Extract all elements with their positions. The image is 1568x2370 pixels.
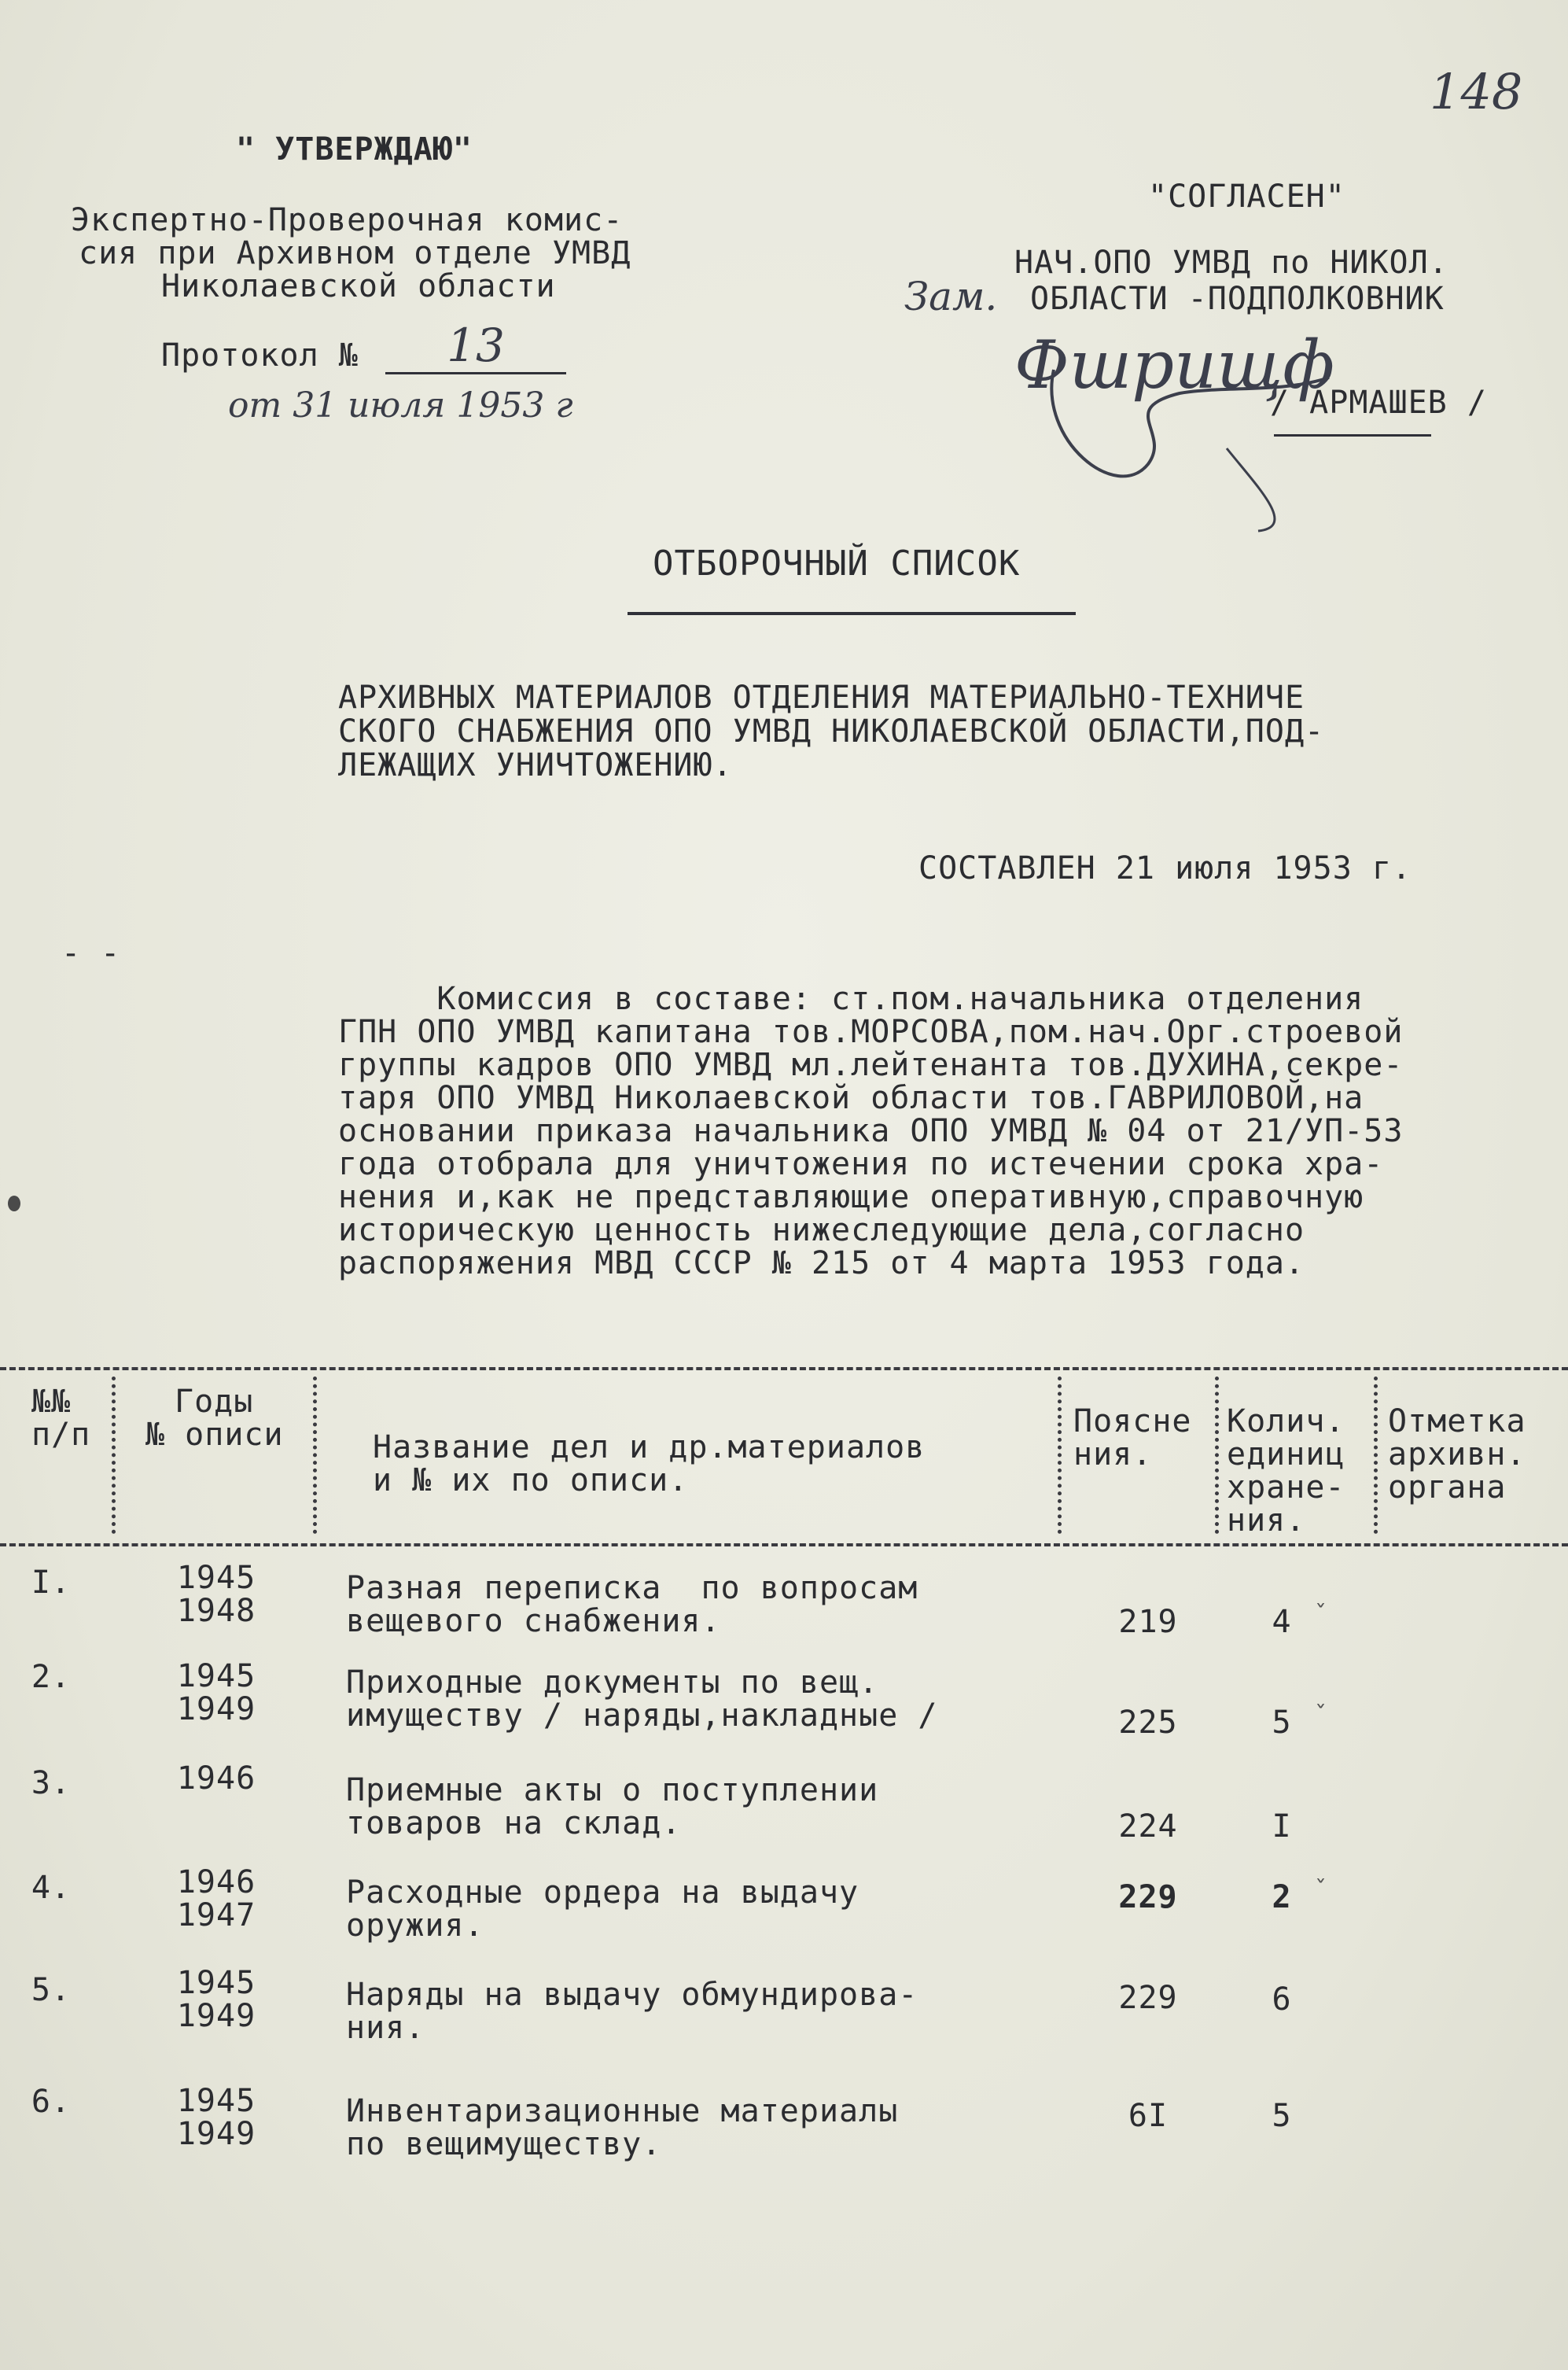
col-sep-4 bbox=[1215, 1377, 1219, 1534]
header-qty-3: хране- bbox=[1227, 1469, 1345, 1506]
row-note: 229 bbox=[1118, 1879, 1178, 1915]
subtitle-line-3: ЛЕЖАЩИХ УНИЧТОЖЕНИЮ. bbox=[338, 747, 733, 783]
body-line-7: нения и,как не представляющие оперативную,справочную bbox=[338, 1179, 1364, 1215]
table-top-rule bbox=[0, 1367, 1568, 1370]
row-check-mark: ˇ bbox=[1315, 1701, 1327, 1729]
row-check-mark: ˇ bbox=[1315, 1876, 1327, 1904]
protocol-label: Протокол № bbox=[161, 337, 359, 374]
header-qty-1: Колич. bbox=[1227, 1403, 1345, 1439]
row-years: 1945 1949 bbox=[176, 2083, 256, 2152]
row-qty: 4 bbox=[1272, 1604, 1292, 1640]
agree-line-2: ОБЛАСТИ -ПОДПОЛКОВНИК bbox=[1030, 281, 1445, 317]
punch-hole bbox=[8, 1196, 20, 1211]
approve-line-1: Экспертно-Проверочная комис- bbox=[71, 202, 624, 238]
row-title: Инвентаризационные материалы по вещимуществу. bbox=[346, 2093, 899, 2162]
row-years: 1945 1948 bbox=[176, 1560, 256, 1629]
col-sep-1 bbox=[112, 1377, 116, 1534]
row-number: 2. bbox=[31, 1659, 71, 1695]
row-title: Расходные ордера на выдачу оружия. bbox=[346, 1874, 859, 1944]
header-mark-2: архивн. bbox=[1388, 1436, 1526, 1472]
approve-heading: " УТВЕРЖДАЮ" bbox=[236, 131, 473, 168]
row-qty: 5 bbox=[1272, 1705, 1292, 1741]
col-sep-2 bbox=[313, 1377, 317, 1534]
row-qty: I bbox=[1272, 1808, 1292, 1845]
header-note-2: ния. bbox=[1073, 1436, 1153, 1472]
header-name-1: Название дел и др.материалов bbox=[373, 1429, 926, 1465]
row-number: 4. bbox=[31, 1870, 71, 1906]
body-line-2: ГПН ОПО УМВД капитана тов.МОРСОВА,пом.нач.Орг.строевой bbox=[338, 1014, 1404, 1050]
row-qty: 6 bbox=[1272, 1981, 1292, 2018]
row-title: Наряды на выдачу обмундирова- ния. bbox=[346, 1977, 918, 2046]
agree-line-1: НАЧ.ОПО УМВД по НИКОЛ. bbox=[1014, 245, 1448, 281]
row-years: 1945 1949 bbox=[176, 1658, 256, 1727]
approve-line-3: Николаевской области bbox=[161, 268, 556, 304]
row-note: 225 bbox=[1118, 1705, 1178, 1741]
compiled-date: СОСТАВЛЕН 21 июля 1953 г. bbox=[918, 850, 1412, 886]
body-line-5: основании приказа начальника ОПО УМВД № 04 от 21/УП-53 bbox=[338, 1113, 1404, 1149]
row-number: 5. bbox=[31, 1972, 71, 2008]
header-years-1: Годы bbox=[175, 1384, 254, 1420]
row-title: Приемные акты о поступлении товаров на склад. bbox=[346, 1772, 879, 1841]
signature: Фшрищф bbox=[1014, 326, 1334, 404]
header-num-2: п/п bbox=[31, 1417, 91, 1453]
row-title: Приходные документы по вещ. имуществу / наряды,накладные / bbox=[346, 1664, 938, 1734]
subtitle-line-1: АРХИВНЫХ МАТЕРИАЛОВ ОТДЕЛЕНИЯ МАТЕРИАЛЬНО-ТЕХНИЧЕ bbox=[338, 680, 1305, 716]
page-number: 148 bbox=[1430, 63, 1523, 120]
header-qty-2: единиц bbox=[1227, 1436, 1345, 1472]
protocol-date: от 31 июля 1953 г bbox=[228, 385, 573, 426]
row-number: 6. bbox=[31, 2084, 71, 2120]
row-check-mark: ˇ bbox=[1315, 1601, 1327, 1628]
margin-mark: - - bbox=[61, 935, 121, 971]
row-qty: 2 bbox=[1272, 1879, 1292, 1915]
body-line-3: группы кадров ОПО УМВД мл.лейтенанта тов.ДУХИНА,секре- bbox=[338, 1047, 1404, 1083]
header-qty-4: ния. bbox=[1227, 1502, 1306, 1539]
row-years: 1945 1949 bbox=[176, 1965, 256, 2034]
table-header-rule bbox=[0, 1543, 1568, 1546]
agree-hand-prefix: Зам. bbox=[904, 274, 998, 319]
row-number: 3. bbox=[31, 1765, 71, 1801]
row-years: 1946 bbox=[176, 1760, 256, 1797]
body-line-9: распоряжения МВД СССР № 215 от 4 марта 1953 года. bbox=[338, 1245, 1305, 1281]
header-mark-1: Отметка bbox=[1388, 1403, 1526, 1439]
row-note: 229 bbox=[1118, 1980, 1178, 2016]
approve-line-2: сия при Архивном отделе УМВД bbox=[79, 235, 631, 271]
header-num-1: №№ bbox=[31, 1384, 72, 1420]
header-mark-3: органа bbox=[1388, 1469, 1507, 1506]
row-note: 219 bbox=[1118, 1604, 1178, 1640]
row-number: I. bbox=[31, 1565, 71, 1601]
col-sep-5 bbox=[1374, 1377, 1378, 1534]
row-years: 1946 1947 bbox=[176, 1864, 256, 1933]
row-note: 6I bbox=[1128, 2098, 1169, 2134]
row-qty: 5 bbox=[1272, 2098, 1292, 2134]
subtitle-line-2: СКОГО СНАБЖЕНИЯ ОПО УМВД НИКОЛАЕВСКОЙ ОБЛАСТИ,ПОД- bbox=[338, 713, 1325, 750]
row-title: Разная переписка по вопросам вещевого снабжения. bbox=[346, 1570, 918, 1639]
header-years-2: № описи bbox=[145, 1417, 284, 1453]
body-line-1: Комиссия в составе: ст.пом.начальника отделения bbox=[338, 981, 1364, 1017]
document-title: ОТБОРОЧНЫЙ СПИСОК bbox=[653, 544, 1021, 584]
body-line-6: года отобрала для уничтожения по истечении срока хра- bbox=[338, 1146, 1384, 1182]
header-name-2: и № их по описи. bbox=[373, 1462, 689, 1498]
agree-heading: "СОГЛАСЕН" bbox=[1148, 179, 1345, 215]
body-line-8: историческую ценность нижеследующие дела,согласно bbox=[338, 1212, 1305, 1248]
protocol-number: 13 bbox=[385, 319, 566, 374]
signature-flourish bbox=[1022, 346, 1353, 535]
signer-name: / АРМАШЕВ / bbox=[1270, 385, 1487, 421]
body-line-4: таря ОПО УМВД Николаевской области тов.ГАВРИЛОВОЙ,на bbox=[338, 1080, 1364, 1116]
header-note-1: Поясне bbox=[1073, 1403, 1192, 1439]
title-underline bbox=[628, 612, 1076, 615]
signer-underline bbox=[1274, 434, 1431, 437]
row-note: 224 bbox=[1118, 1808, 1178, 1845]
col-sep-3 bbox=[1058, 1377, 1062, 1534]
